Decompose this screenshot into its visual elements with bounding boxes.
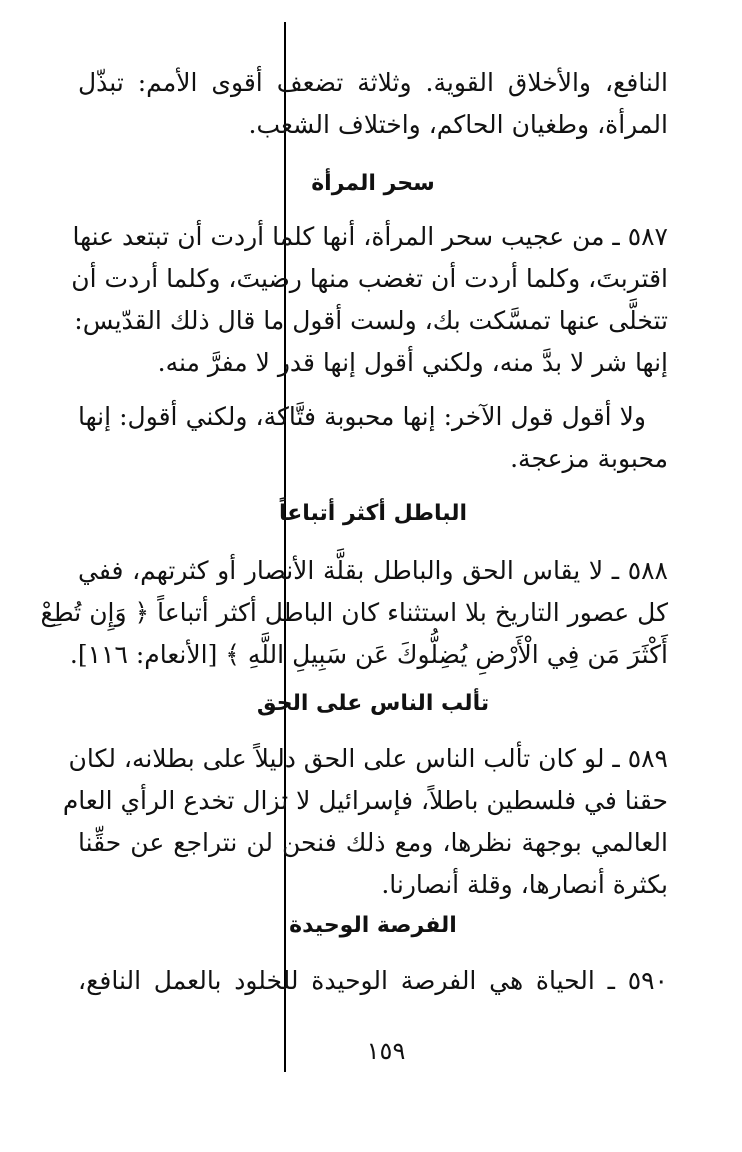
text-line: ٥٨٨ ـ لا يقاس الحق والباطل بقلَّة الأنصار أو كثرتهم، ففي xyxy=(78,556,668,585)
paragraph-590 xyxy=(78,960,668,1002)
intro-paragraph xyxy=(78,62,668,146)
text-line: العالمي بوجهة نظرها، ومع ذلك فنحن لن نتراجع عن حقِّنا xyxy=(78,828,668,857)
text-line: اقتربتَ، وكلما أردت أن تغضب منها رضيتَ، وكلما أردت أن xyxy=(71,264,668,293)
text-line: حقنا في فلسطين باطلاً، فإسرائيل لا تزال تخدع الرأي العام xyxy=(62,786,668,815)
section-heading: الباطل أكثر أتباعاً xyxy=(278,501,468,526)
text-line: ٥٩٠ ـ الحياة هي الفرصة الوحيدة للخلود بالعمل النافع، xyxy=(78,966,668,995)
section-heading: الفرصة الوحيدة xyxy=(289,913,457,938)
paragraph-589 xyxy=(62,738,668,906)
text-line: النافع، والأخلاق القوية. وثلاثة تضعف أقوى الأمم: تبذّل xyxy=(78,68,668,97)
section-heading: تألب الناس على الحق xyxy=(256,691,490,716)
text-line: إنها شر لا بدَّ منه، ولكني أقول إنها قدر لا مفرَّ منه. xyxy=(157,348,668,377)
page-number: ١٥٩ xyxy=(366,1037,406,1065)
paragraph-587-continued xyxy=(78,396,668,480)
text-line: ٥٨٩ ـ لو كان تألب الناس على الحق دليلاً على بطلانه، لكان xyxy=(68,744,668,773)
text-line: محبوبة مزعجة. xyxy=(510,444,668,473)
paragraph-587 xyxy=(71,216,668,384)
text-line: تتخلَّى عنها تمسَّكت بك، ولست أقول ما قال ذلك القدّيس: xyxy=(74,306,668,335)
text-line: كل عصور التاريخ بلا استثناء كان الباطل أكثر أتباعاً ﴿ وَإِن تُطِعْ xyxy=(40,598,668,627)
paragraph-588 xyxy=(40,550,668,676)
text-line: المرأة، وطغيان الحاكم، واختلاف الشعب. xyxy=(248,110,668,139)
text-line: ولا أقول قول الآخر: إنها محبوبة فتَّاكة، ولكني أقول: إنها xyxy=(78,402,646,431)
text-line: ٥٨٧ ـ من عجيب سحر المرأة، أنها كلما أردت أن تبتعد عنها xyxy=(72,222,668,251)
section-heading: سحر المرأة xyxy=(311,171,435,196)
quran-verse-line: أَكْثَرَ مَن فِي الْأَرْضِ يُضِلُّوكَ عَن سَبِيلِ اللَّهِ ﴾ [الأنعام: ١١٦]. xyxy=(69,640,668,669)
text-line: بكثرة أنصارها، وقلة أنصارنا. xyxy=(381,870,668,899)
